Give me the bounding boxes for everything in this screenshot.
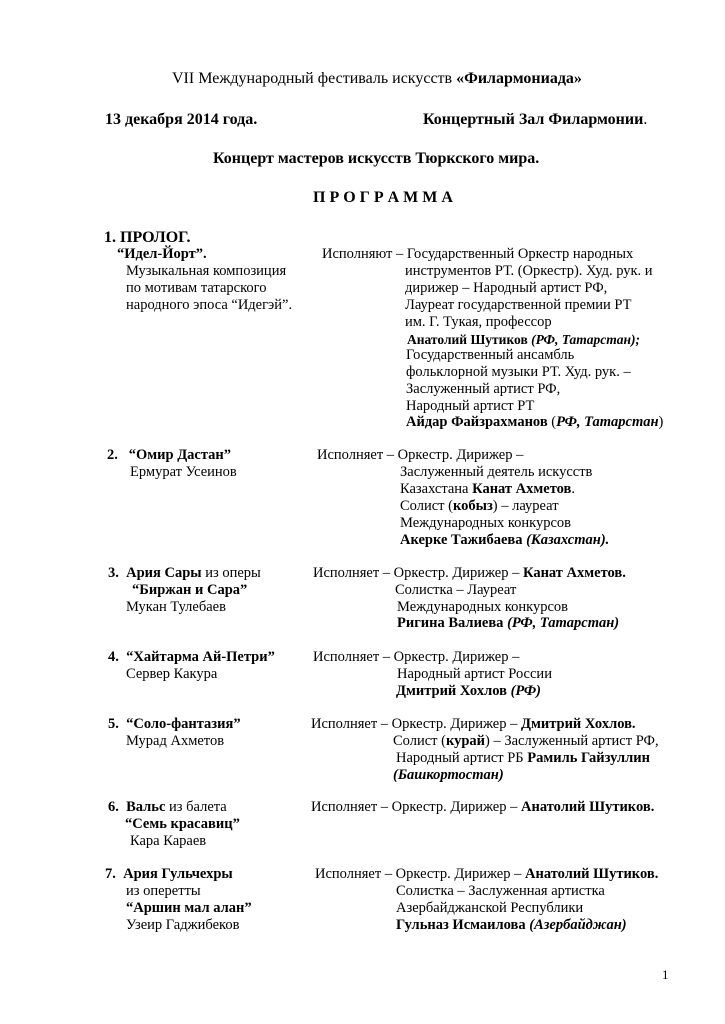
page-number: 1 <box>662 967 669 982</box>
prologue-desc-line: Музыкальная композиция <box>126 263 287 279</box>
item-6-composer: Кара Караев <box>130 833 207 849</box>
prologue-performers-intro: Исполняют – Государственный Оркестр народных <box>322 246 634 262</box>
item-7-operetta: “Аршин мал алан” <box>126 900 252 916</box>
item-7-composer: Узеир Гаджибеков <box>126 917 240 933</box>
festival-title: VII Международный фестиваль искусств «Филармониада» <box>172 70 582 87</box>
item-4-title: 4. “Хайтарма Ай-Петри” <box>108 649 275 665</box>
item-2-performer-line: Заслуженный деятель искусств <box>400 464 593 480</box>
item-7-title: 7. Ария Гульчехры <box>105 866 233 882</box>
prologue-performer-line: дирижер – Народный артист РФ, <box>405 280 608 296</box>
item-5-title: 5. “Соло-фантазия” <box>108 716 241 732</box>
item-3-performer-line: Солистка – Лауреат <box>395 582 517 598</box>
item-5-performer-line: Солист (курай) – Заслуженный артист РФ, <box>393 733 659 749</box>
item-3-soloist: Ригина Валиева (РФ, Татарстан) <box>397 615 620 631</box>
item-3-performer-line: Международных конкурсов <box>397 599 569 615</box>
item-4-composer: Сервер Какура <box>126 666 218 682</box>
item-2-composer: Ермурат Усеинов <box>130 464 237 480</box>
item-3-title: 3. Ария Сары из оперы <box>108 565 261 581</box>
item-7-operetta-intro: из оперетты <box>126 883 201 899</box>
prologue-performer-line: инструментов РТ. (Оркестр). Худ. рук. и <box>405 263 653 279</box>
item-5-region: (Башкортостан) <box>393 767 504 783</box>
item-2-performer-line: Международных конкурсов <box>400 515 572 531</box>
prologue-ensemble-line: фольклорной музыки РТ. Худ. рук. – <box>406 364 631 380</box>
item-2-title: 2. “Омир Дастан” <box>107 447 232 463</box>
item-4-performers-intro: Исполняет – Оркестр. Дирижер – <box>313 649 520 665</box>
prologue-heading: 1. ПРОЛОГ. <box>104 229 191 246</box>
prologue-performer-line: Лауреат государственной премии РТ <box>405 297 632 313</box>
item-7-performer-line: Азербайджанской Республики <box>396 900 584 916</box>
concert-title: Концерт мастеров искусств Тюркского мира. <box>213 150 540 167</box>
prologue-title: “Идел-Йорт”. <box>117 246 207 262</box>
item-7-performer-line: Солистка – Заслуженная артистка <box>396 883 605 899</box>
program-heading: П Р О Г Р А М М А <box>313 189 453 206</box>
prologue-ensemble-line: Заслуженный артист РФ, <box>406 381 561 397</box>
item-2-performer-line: Солист (кобыз) – лауреат <box>400 498 559 514</box>
item-4-performer-line: Народный артист России <box>397 666 552 682</box>
item-4-conductor: Дмитрий Хохлов (РФ) <box>396 683 542 699</box>
item-7-soloist: Гульназ Исмаилова (Азербайджан) <box>396 917 627 933</box>
item-5-performer-line: Народный артист РБ Рамиль Гайзуллин <box>396 750 650 766</box>
item-2-soloist: Акерке Тажибаева (Казахстан). <box>400 532 610 548</box>
concert-venue: Концертный Зал Филармонии. <box>423 111 648 128</box>
item-2-performer-line: Казахстана Канат Ахметов. <box>400 481 575 497</box>
item-3-performers-intro: Исполняет – Оркестр. Дирижер – Канат Ахметов. <box>313 565 626 581</box>
item-6-title: 6. Вальс из балета <box>108 799 227 815</box>
item-3-opera: “Биржан и Сара” <box>132 582 248 598</box>
item-3-composer: Мукан Тулебаев <box>126 599 226 615</box>
item-2-performers-intro: Исполняет – Оркестр. Дирижер – <box>317 447 524 463</box>
item-5-composer: Мурад Ахметов <box>126 733 225 749</box>
prologue-ensemble-line: Народный артист РТ <box>406 398 535 414</box>
item-5-performers-intro: Исполняет – Оркестр. Дирижер – Дмитрий Хохлов. <box>311 716 636 732</box>
prologue-desc-line: народного эпоса “Идегэй”. <box>126 297 293 313</box>
concert-date: 13 декабря 2014 года. <box>105 111 258 128</box>
prologue-conductor1: Анатолий Шутиков (РФ, Татарстан); <box>407 332 640 347</box>
prologue-conductor2: Айдар Файзрахманов (РФ, Татарстан) <box>406 414 664 430</box>
prologue-ensemble-line: Государственный ансамбль <box>406 347 575 363</box>
item-7-performers-intro: Исполняет – Оркестр. Дирижер – Анатолий Шутиков. <box>315 866 659 882</box>
item-6-performers-intro: Исполняет – Оркестр. Дирижер – Анатолий Шутиков. <box>311 799 655 815</box>
prologue-desc-line: по мотивам татарского <box>126 280 267 296</box>
prologue-performer-line: им. Г. Тукая, профессор <box>405 314 552 330</box>
item-6-ballet: “Семь красавиц” <box>125 816 240 832</box>
